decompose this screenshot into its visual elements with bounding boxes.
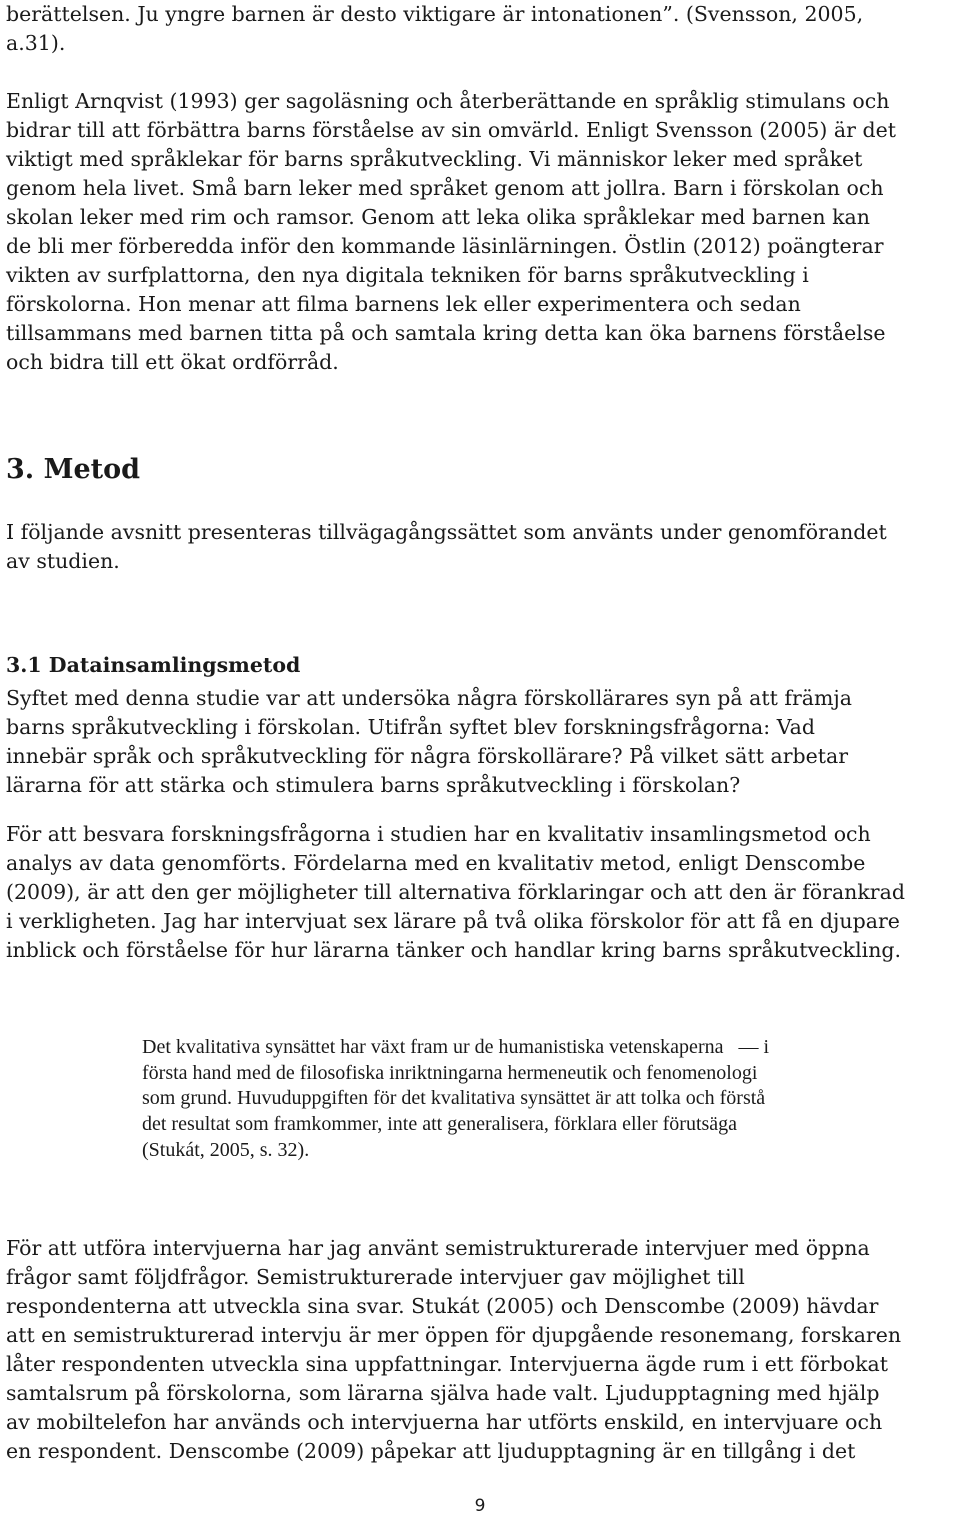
text-line: För att besvara forskningsfrågorna i studien har en kvalitativ insamlingsmetod och — [6, 822, 871, 846]
text-line: bidrar till att förbättra barns förståelse av sin omvärld. Enligt Svensson (2005) är det — [6, 118, 896, 142]
text-line: skolan leker med rim och ramsor. Genom att leka olika språklekar med barnen kan — [6, 205, 870, 229]
text-line: frågor samt följdfrågor. Semistrukturerade intervjuer gav möjlighet till — [6, 1265, 745, 1289]
text-line: av mobiltelefon har används och intervjuerna har utförts enskild, en intervjuare och — [6, 1410, 883, 1434]
intro-paragraph — [6, 0, 954, 58]
text-line: låter respondenten utveckla sina uppfattningar. Intervjuerna ägde rum i ett förbokat — [6, 1352, 888, 1376]
text-line: respondenterna att utveckla sina svar. Stukát (2005) och Denscombe (2009) hävdar — [6, 1294, 879, 1318]
text-line: i verkligheten. Jag har intervjuat sex lärare på två olika förskolor för att få en djupare — [6, 909, 900, 933]
section-3-intro — [6, 518, 954, 576]
section-heading-datainsamlingsmetod: 3.1 Datainsamlingsmetod — [6, 653, 301, 677]
quote-line: första hand med de filosofiska inriktningarna hermeneutik och fenomenologi — [142, 1061, 758, 1084]
quote-line: Det kvalitativa synsättet har växt fram ur de humanistiska vetenskaperna — i — [142, 1036, 770, 1058]
text-line: vikten av surfplattorna, den nya digitala tekniken för barns språkutveckling i — [6, 263, 809, 287]
section-3-1-paragraph-2 — [6, 820, 954, 965]
section-heading-metod: 3. Metod — [6, 454, 141, 485]
quote-line: (Stukát, 2005, s. 32). — [142, 1138, 310, 1161]
quote-line: det resultat som framkommer, inte att generalisera, förklara eller förutsäga — [142, 1113, 738, 1136]
text-line: I följande avsnitt presenteras tillvägagångssättet som använts under genomförandet — [6, 520, 887, 544]
text-line: de bli mer förberedda inför den kommande läsinlärningen. Östlin (2012) poängterar — [6, 234, 884, 258]
block-quote — [142, 1035, 942, 1164]
text-line: Enligt Arnqvist (1993) ger sagoläsning och återberättande en språklig stimulans och — [6, 89, 890, 113]
text-line: (2009), är att den ger möjligheter till alternativa förklaringar och att den är förankrad — [6, 880, 905, 904]
text-line: analys av data genomförts. Fördelarna med en kvalitativ metod, enligt Denscombe — [6, 851, 866, 875]
section-3-1-paragraph-3 — [6, 1234, 954, 1466]
arnqvist-paragraph — [6, 87, 954, 377]
text-line: a.31). — [6, 31, 66, 55]
text-line: att en semistrukturerad intervju är mer öppen för djupgående resonemang, forskaren — [6, 1323, 902, 1347]
text-line: tillsammans med barnen titta på och samtala kring detta kan öka barnens förståelse — [6, 321, 886, 345]
text-line: berättelsen. Ju yngre barnen är desto viktigare är intonationen”. (Svensson, 2005, — [6, 2, 864, 26]
text-line: barns språkutveckling i förskolan. Utifrån syftet blev forskningsfrågorna: Vad — [6, 715, 815, 739]
text-line: samtalsrum på förskolorna, som lärarna själva hade valt. Ljudupptagning med hjälp — [6, 1381, 880, 1405]
section-3-1-paragraph-1 — [6, 684, 954, 800]
text-line: Syftet med denna studie var att undersöka några förskollärares syn på att främja — [6, 686, 852, 710]
text-line: innebär språk och språkutveckling för några förskollärare? På vilket sätt arbetar — [6, 744, 849, 768]
text-line: viktigt med språklekar för barns språkutveckling. Vi människor leker med språket — [6, 147, 863, 171]
text-line: av studien. — [6, 549, 120, 573]
quote-line: som grund. Huvuduppgiften för det kvalitativa synsättet är att tolka och förstå — [142, 1087, 766, 1110]
page-number: 9 — [474, 1496, 486, 1516]
text-line: lärarna för att stärka och stimulera barns språkutveckling i förskolan? — [6, 773, 741, 797]
text-line: inblick och förståelse för hur lärarna tänker och handlar kring barns språkutveckling. — [6, 938, 902, 962]
text-line: förskolorna. Hon menar att filma barnens lek eller experimentera och sedan — [6, 292, 801, 316]
text-line: genom hela livet. Små barn leker med språket genom att jollra. Barn i förskolan och — [6, 176, 884, 200]
text-line: och bidra till ett ökat ordförråd. — [6, 350, 339, 374]
text-line: en respondent. Denscombe (2009) påpekar att ljudupptagning är en tillgång i det — [6, 1439, 856, 1463]
text-line: För att utföra intervjuerna har jag använt semistrukturerade intervjuer med öppna — [6, 1236, 870, 1260]
